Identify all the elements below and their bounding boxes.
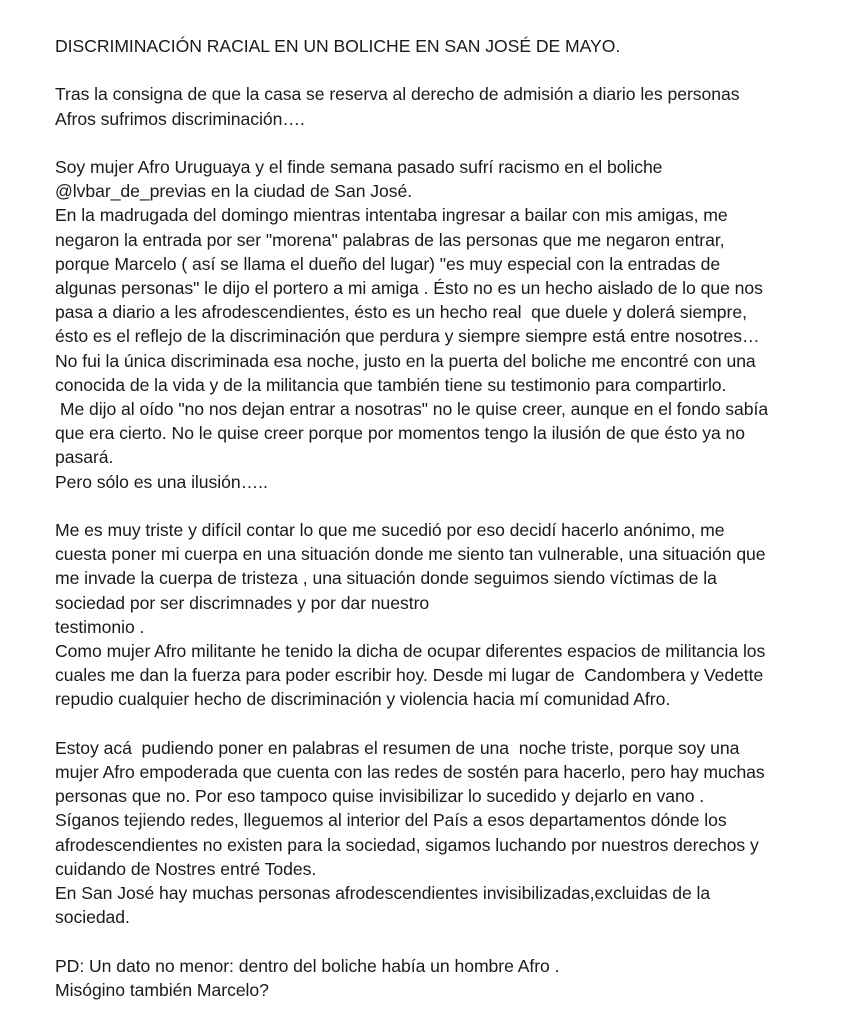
text-line: testimonio . [55,616,145,637]
spacer [55,58,845,82]
text-line: conocida de la vida y de la militancia que también tiene su testimonio para compartirlo. [55,374,727,395]
text-line: sociedad. [55,907,130,928]
document [55,34,845,1002]
paragraph-1 [55,155,845,494]
text-line: repudio cualquier hecho de discriminación y violencia hacia mí comunidad Afro. [55,689,671,710]
text-line: ésto es el reflejo de la discriminación que perdura y siempre siempre está entre nosotres… [55,326,760,347]
spacer [55,494,845,518]
text-line: Como mujer Afro militante he tenido la dicha de ocupar diferentes espacios de militancia los [55,641,766,662]
text-line: cuesta poner mi cuerpa en una situación donde me siento tan vulnerable, una situación que [55,544,766,565]
text-line: que era cierto. No le quise creer porque por momentos tengo la ilusión de que ésto ya no [55,423,745,444]
spacer [55,131,845,155]
paragraph-3 [55,736,845,930]
text-line: En la madrugada del domingo mientras intentaba ingresar a bailar con mis amigas, me [55,205,728,226]
text-line: Soy mujer Afro Uruguaya y el finde semana pasado sufrí racismo en el boliche [55,156,663,177]
text-line: Síganos tejiendo redes, lleguemos al interior del País a esos departamentos dónde los [55,810,727,831]
text-line: @lvbar_de_previas en la ciudad de San José. [55,181,413,202]
text-line: personas que no. Por eso tampoco quise invisibilizar lo sucedido y dejarlo en vano . [55,786,705,807]
text-line: Me es muy triste y difícil contar lo que me sucedió por eso decidí hacerlo anónimo, me [55,520,725,541]
spacer [55,929,845,953]
paragraph-2 [55,518,845,712]
text-line: Estoy acá pudiendo poner en palabras el resumen de una noche triste, porque soy una [55,737,740,758]
text-line: Afros sufrimos discriminación…. [55,108,305,129]
text-line: afrodescendientes no existen para la sociedad, sigamos luchando por nuestros derechos y [55,834,759,855]
text-line: sociedad por ser discrimnades y por dar nuestro [55,592,430,613]
text-line: pasará. [55,447,114,468]
text-line: Misógino también Marcelo? [55,979,269,1000]
text-line: mujer Afro empoderada que cuenta con las redes de sostén para hacerlo, pero hay muchas [55,762,765,783]
text-line: me invade la cuerpa de tristeza , una situación donde seguimos siendo víctimas de la [55,568,717,589]
document-title: DISCRIMINACIÓN RACIAL EN UN BOLICHE EN SAN JOSÉ DE MAYO. [55,36,621,56]
text-line: Tras la consigna de que la casa se reserva al derecho de admisión a diario les personas [55,84,740,105]
postscript [55,954,845,1002]
text-line: cuales me dan la fuerza para poder escribir hoy. Desde mi lugar de Candombera y Vedette [55,665,764,686]
text-line: porque Marcelo ( así se llama el dueño del lugar) "es muy especial con la entradas de [55,253,721,274]
text-line: Pero sólo es una ilusión….. [55,471,268,492]
text-line: Me dijo al oído "no nos dejan entrar a nosotras" no le quise creer, aunque en el fondo sabía [55,399,769,420]
text-line: cuidando de Nostres entré Todes. [55,858,317,879]
text-line: algunas personas" le dijo el portero a mi amiga . Ésto no es un hecho aislado de lo que nos [55,278,763,298]
text-line: negaron la entrada por ser "morena" palabras de las personas que me negaron entrar, [55,229,725,250]
text-line: En San José hay muchas personas afrodescendientes invisibilizadas,excluidas de la [55,883,711,904]
text-line: pasa a diario a les afrodescendientes, ésto es un hecho real que duele y dolerá siempre, [55,302,747,323]
intro-paragraph [55,82,845,130]
spacer [55,712,845,736]
text-line: PD: Un dato no menor: dentro del boliche había un hombre Afro . [55,955,560,976]
text-line: No fui la única discriminada esa noche, justo en la puerta del boliche me encontré con una [55,350,756,371]
